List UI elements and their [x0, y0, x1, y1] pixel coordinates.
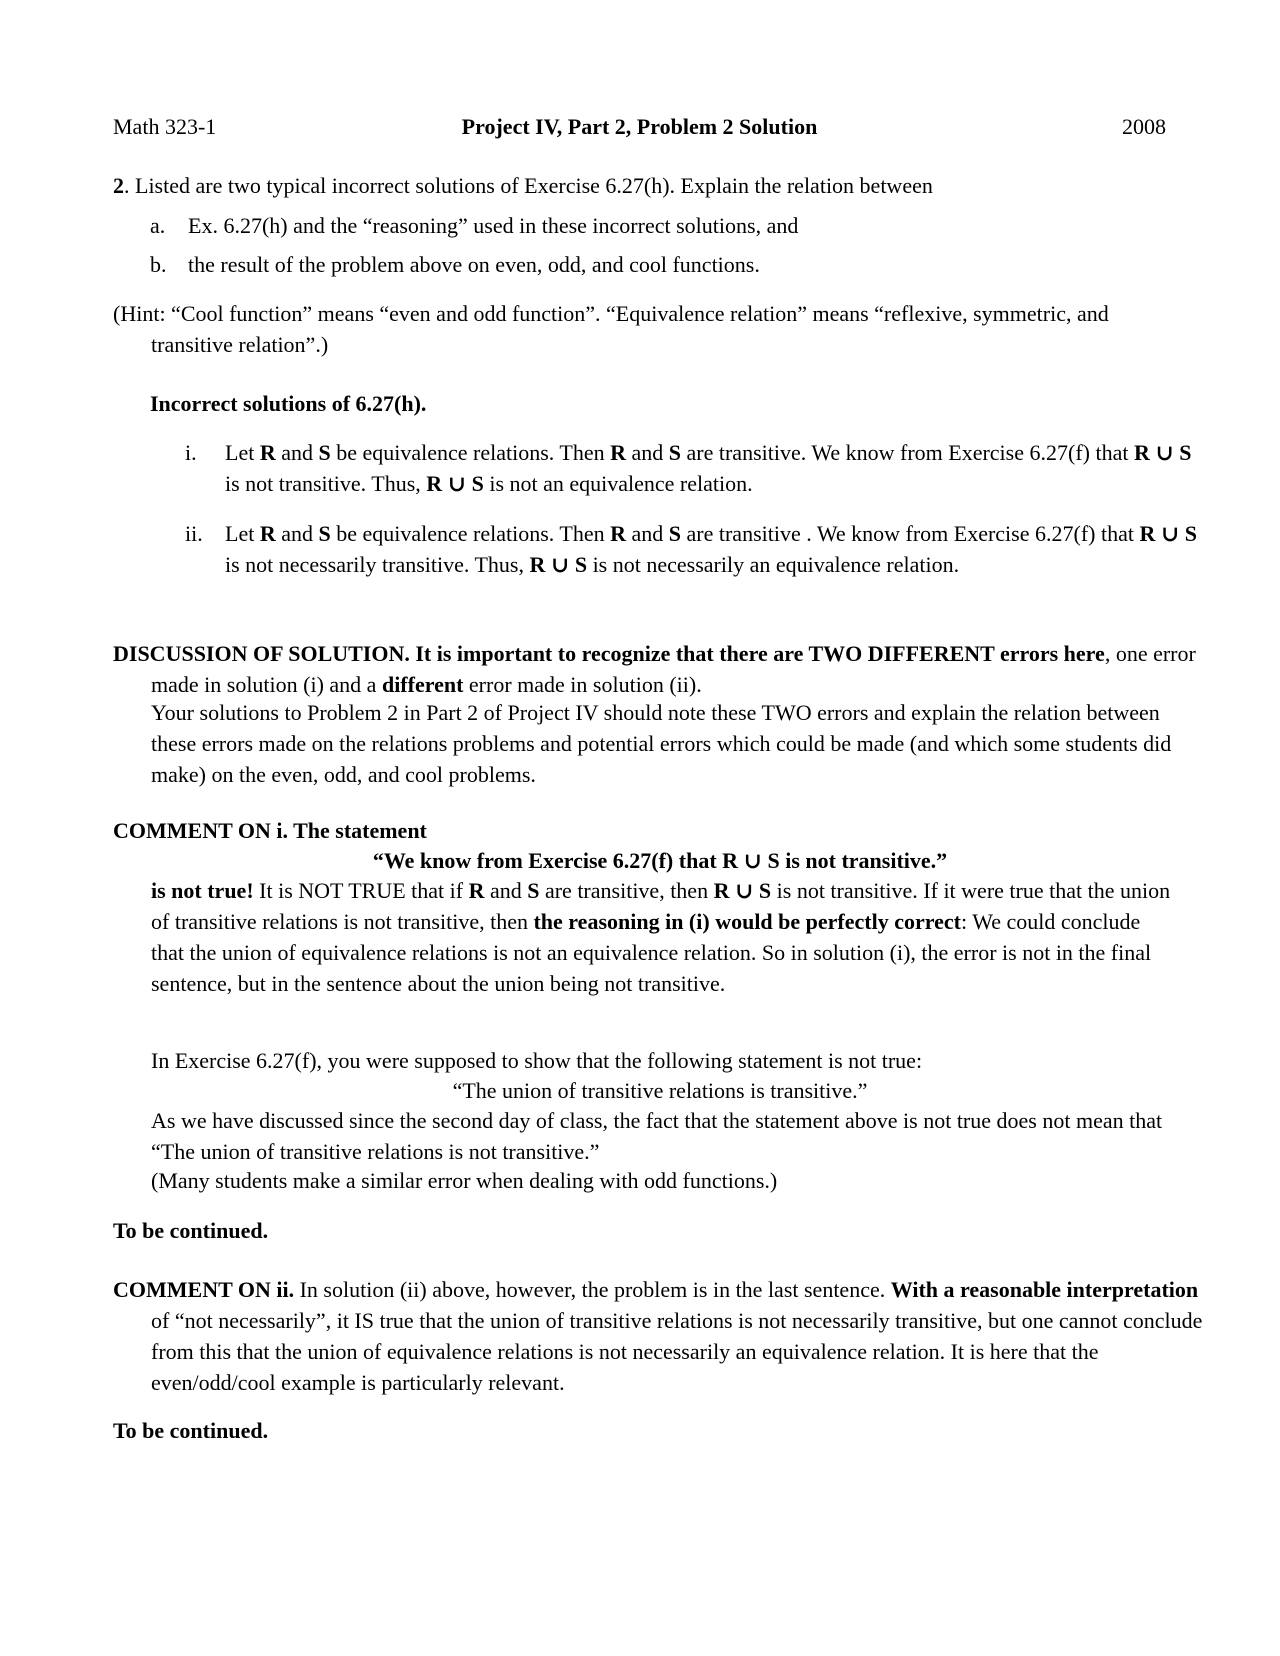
problem-number: 2: [113, 173, 124, 198]
item-text: Ex. 6.27(h) and the “reasoning” used in these incorrect solutions, and: [188, 213, 799, 238]
to-be-continued-1: To be continued.: [113, 1218, 269, 1243]
comment-i-heading: COMMENT ON i. The statement: [113, 818, 427, 843]
year: 2008: [1122, 114, 1166, 139]
item-text: the result of the problem above on even, odd, and cool functions.: [188, 252, 760, 277]
problem-item-b: [150, 249, 1150, 280]
comment-i-paragraph-4: (Many students make a similar error when dealing with odd functions.): [151, 1168, 778, 1193]
item-label: a.: [150, 213, 166, 238]
incorrect-solutions-heading: Incorrect solutions of 6.27(h).: [150, 391, 427, 416]
hint-paragraph: (Hint: “Cool function” means “even and odd function”. “Equivalence relation” means “reflexive, symmetric, and transitive relation”.): [113, 301, 1109, 357]
to-be-continued-2: To be continued.: [113, 1418, 269, 1443]
problem-statement: [113, 170, 1173, 201]
comment-i-body: is not true! It is NOT TRUE that if R and S are transitive, then R ∪ S is not transitive. If it were true that the union of transitive relations is not transitive, then the reasoning in (i) would be perfectly correct: We could conclude that the union of equivalence relations is not an equivalence relation. So in solution (i), the error is not in the final sentence, but in the sentence about the union being not transitive.: [151, 878, 1171, 996]
solution-label: i.: [185, 440, 197, 465]
page-header: [113, 111, 1166, 143]
problem-intro: . Listed are two typical incorrect solutions of Exercise 6.27(h). Explain the relation between: [124, 173, 933, 198]
comment-i-paragraph-3: As we have discussed since the second day of class, the fact that the statement above is not true does not mean that “The union of transitive relations is not transitive.”: [151, 1108, 1163, 1164]
comment-i-paragraph-2: In Exercise 6.27(f), you were supposed to show that the following statement is not true:: [151, 1048, 923, 1073]
comment-i-quote-2: “The union of transitive relations is transitive.”: [452, 1078, 868, 1103]
item-label: b.: [150, 252, 167, 277]
discussion-paragraph-2: Your solutions to Problem 2 in Part 2 of Project IV should note these TWO errors and explain the relation between these errors made on the relations problems and potential errors which could be made (and which some students did make) on the even, odd, and cool problems.: [151, 700, 1172, 787]
page-title: Project IV, Part 2, Problem 2 Solution: [461, 114, 818, 139]
solution-label: ii.: [185, 521, 203, 546]
problem-item-a: [150, 210, 1150, 241]
course-number: Math 323-1: [113, 114, 217, 139]
comment-i-quote: “We know from Exercise 6.27(f) that R ∪ S is not transitive.”: [372, 848, 948, 873]
discussion-paragraph: DISCUSSION OF SOLUTION. It is important to recognize that there are TWO DIFFERENT errors here, one error made in solution (i) and a different error made in solution (ii).: [113, 641, 1196, 697]
incorrect-solution-ii: ii. Let R and S be equivalence relations. Then R and S are transitive . We know from Exercise 6.27(f) that R ∪ S is not necessarily transitive. Thus, R ∪ S is not necessarily an equivalence relation.: [185, 518, 1200, 580]
comment-ii-paragraph: COMMENT ON ii. In solution (ii) above, however, the problem is in the last sentence. With a reasonable interpretation of “not necessarily”, it IS true that the union of transitive relations is not necessarily transitive, but one cannot conclude from this that the union of equivalence relations is not necessarily an equivalence relation. It is here that the even/odd/cool example is particularly relevant.: [113, 1277, 1203, 1395]
incorrect-solution-i: i. Let R and S be equivalence relations. Then R and S are transitive. We know from Exercise 6.27(f) that R ∪ S is not transitive. Thus, R ∪ S is not an equivalence relation.: [185, 437, 1200, 499]
